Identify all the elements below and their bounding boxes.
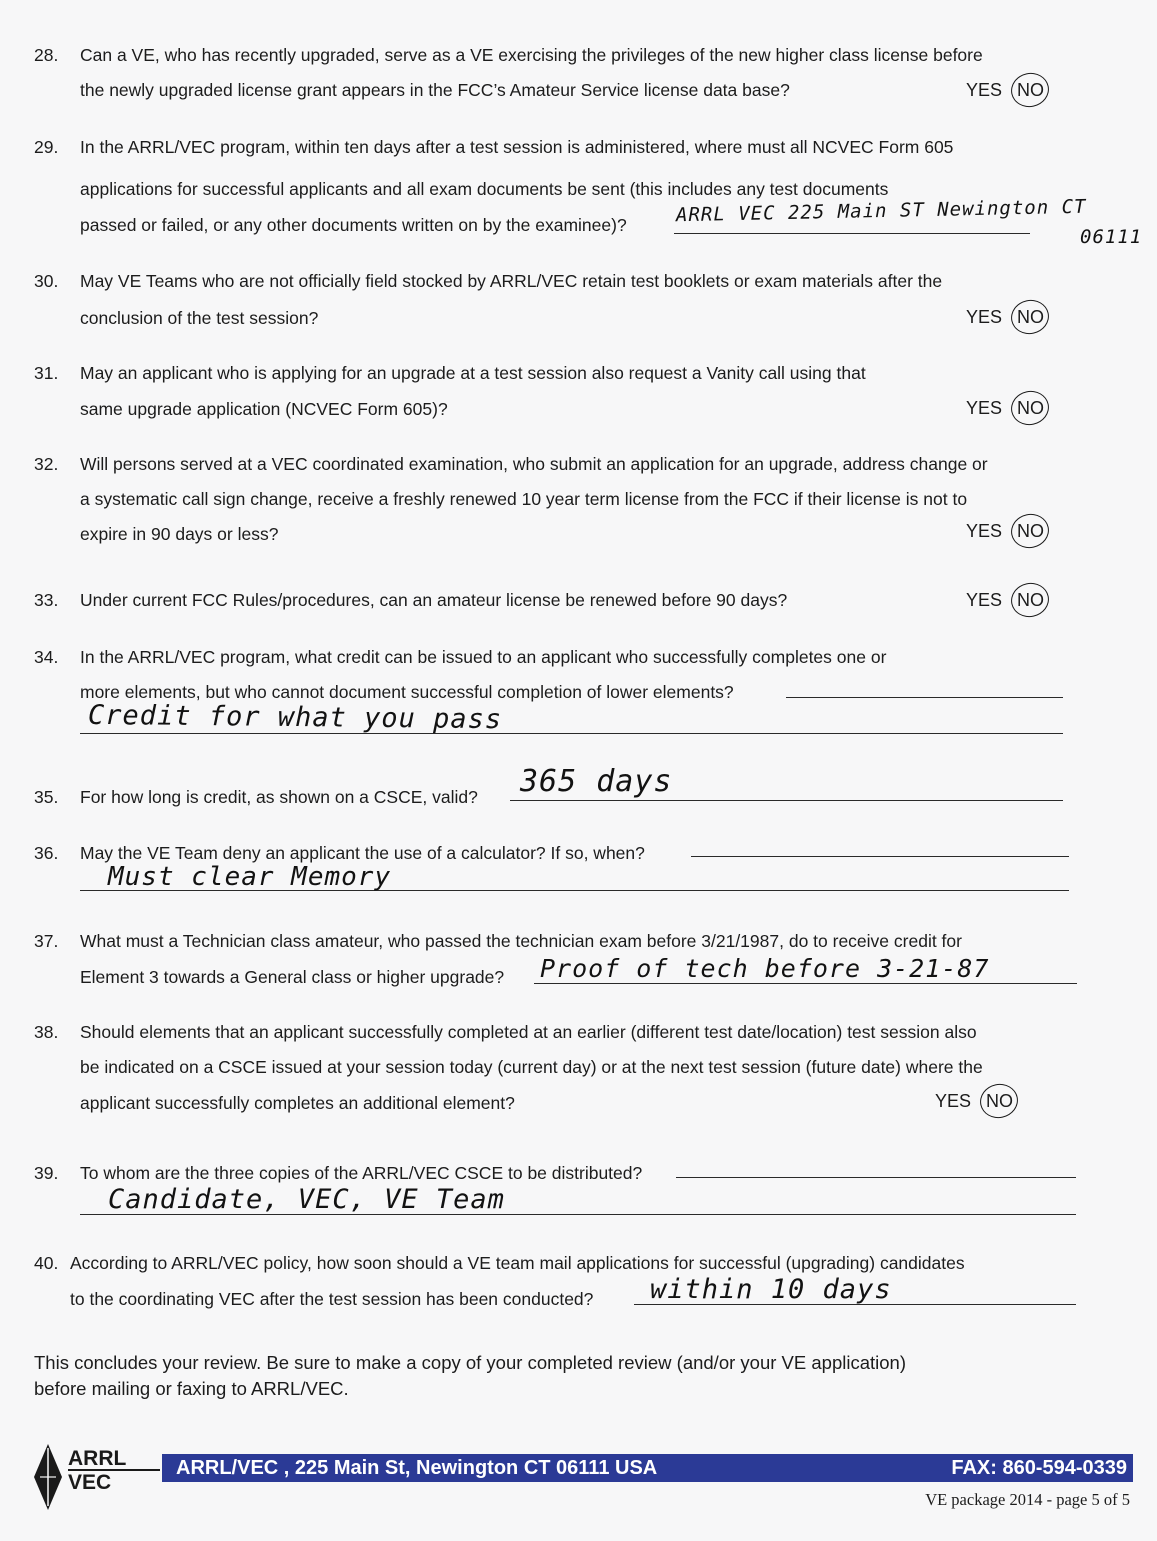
question-number: 36. — [34, 843, 59, 863]
handwritten-answer[interactable]: Proof of tech before 3-21-87 — [540, 954, 990, 983]
question-text: applications for successful applicants and all exam documents be sent (this includes any test documents — [80, 179, 889, 199]
handwritten-answer[interactable]: Must clear Memory — [108, 862, 392, 892]
no-option-circled[interactable]: NO — [1017, 520, 1044, 542]
handwritten-answer[interactable]: within 10 days — [650, 1274, 892, 1305]
answer-line — [80, 733, 1063, 734]
conclusion-line: This concludes your review. Be sure to make a copy of your completed review (and/or your VE application) — [34, 1352, 906, 1373]
answer-line — [691, 856, 1069, 857]
yes-option[interactable]: YES — [966, 521, 1003, 541]
question-number: 34. — [34, 647, 59, 667]
logo-text-arrl: ARRL — [68, 1447, 127, 1470]
question-text: a systematic call sign change, receive a freshly renewed 10 year term license from the FCC if their license is not to — [80, 489, 968, 509]
footer-address: ARRL/VEC , 225 Main St, Newington CT 06111 USA — [176, 1457, 658, 1479]
handwritten-answer[interactable]: Candidate, VEC, VE Team — [108, 1184, 505, 1215]
question-text: In the ARRL/VEC program, within ten days after a test session is administered, where must all NCVEC Form 605 — [80, 137, 954, 157]
question-text: to the coordinating VEC after the test session has been conducted? — [70, 1289, 594, 1309]
conclusion-text — [34, 1350, 1094, 1402]
no-option-circled[interactable]: NO — [1017, 79, 1044, 101]
question-number: 29. — [34, 137, 59, 157]
yes-no-answer — [966, 520, 1044, 542]
question-text: be indicated on a CSCE issued at your session today (current day) or at the next test session (future date) where the — [80, 1057, 983, 1077]
question-number: 33. — [34, 590, 59, 610]
arrl-vec-logo — [30, 1442, 160, 1512]
no-option-circled[interactable]: NO — [1017, 397, 1044, 419]
no-option-circled[interactable]: NO — [1017, 306, 1044, 328]
question-text: the newly upgraded license grant appears in the FCC’s Amateur Service license data base? — [80, 80, 790, 100]
yes-option[interactable]: YES — [966, 80, 1003, 100]
yes-option[interactable]: YES — [966, 398, 1003, 418]
handwritten-answer-zip[interactable]: 06111 — [1080, 226, 1143, 248]
question-text: For how long is credit, as shown on a CSCE, valid? — [80, 787, 478, 807]
yes-option[interactable]: YES — [966, 307, 1003, 327]
footer-fax: FAX: 860-594-0339 — [951, 1457, 1127, 1479]
no-option-circled[interactable]: NO — [986, 1090, 1013, 1112]
question-text: more elements, but who cannot document successful completion of lower elements? — [80, 682, 734, 702]
yes-no-answer — [935, 1090, 1013, 1112]
yes-option[interactable]: YES — [966, 590, 1003, 610]
answer-line — [676, 1177, 1076, 1178]
question-number: 30. — [34, 271, 59, 291]
handwritten-answer[interactable]: ARRL VEC 225 Main ST Newington CT — [675, 195, 1087, 227]
question-number: 38. — [34, 1022, 59, 1042]
handwritten-answer[interactable]: Credit for what you pass — [87, 699, 503, 736]
question-text: May an applicant who is applying for an upgrade at a test session also request a Vanity call using that — [80, 363, 866, 383]
question-text: same upgrade application (NCVEC Form 605)? — [80, 399, 448, 419]
footer-address-bar — [162, 1454, 1133, 1482]
question-text: expire in 90 days or less? — [80, 524, 279, 544]
question-number: 37. — [34, 931, 59, 951]
question-text: Under current FCC Rules/procedures, can an amateur license be renewed before 90 days? — [80, 590, 788, 610]
question-text: Element 3 towards a General class or higher upgrade? — [80, 967, 505, 987]
yes-no-answer — [966, 306, 1044, 328]
no-option-circled[interactable]: NO — [1017, 589, 1044, 611]
question-text: May the VE Team deny an applicant the use of a calculator? If so, when? — [80, 843, 645, 863]
question-text: conclusion of the test session? — [80, 308, 319, 328]
handwritten-answer[interactable]: 365 days — [520, 764, 673, 799]
answer-line — [510, 800, 1063, 801]
question-text: According to ARRL/VEC policy, how soon should a VE team mail applications for successful (upgrading) candidates — [70, 1253, 965, 1273]
page-number: VE package 2014 - page 5 of 5 — [925, 1490, 1130, 1509]
yes-no-answer — [966, 589, 1044, 611]
question-text: Should elements that an applicant successfully completed at an earlier (different test date/location) test session also — [80, 1022, 977, 1042]
answer-line — [786, 697, 1063, 698]
question-text: What must a Technician class amateur, who passed the technician exam before 3/21/1987, do to receive credit for — [80, 931, 962, 951]
question-text: Can a VE, who has recently upgraded, serve as a VE exercising the privileges of the new higher class license before — [80, 45, 983, 65]
yes-no-answer — [966, 397, 1044, 419]
yes-no-answer — [966, 79, 1044, 101]
question-number: 28. — [34, 45, 59, 65]
question-number: 31. — [34, 363, 59, 383]
question-text: Will persons served at a VEC coordinated examination, who submit an application for an upgrade, address change or — [80, 454, 988, 474]
question-number: 40. — [34, 1253, 59, 1273]
question-number: 39. — [34, 1163, 59, 1183]
question-text: To whom are the three copies of the ARRL/VEC CSCE to be distributed? — [80, 1163, 643, 1183]
conclusion-line: before mailing or faxing to ARRL/VEC. — [34, 1378, 349, 1399]
answer-line — [674, 233, 1030, 234]
question-text: In the ARRL/VEC program, what credit can be issued to an applicant who successfully completes one or — [80, 647, 887, 667]
question-number: 35. — [34, 787, 59, 807]
question-text: May VE Teams who are not officially field stocked by ARRL/VEC retain test booklets or exam materials after the — [80, 271, 943, 291]
diamond-logo-icon — [30, 1442, 66, 1512]
yes-option[interactable]: YES — [935, 1091, 972, 1111]
logo-text-vec: VEC — [68, 1471, 112, 1494]
question-number: 32. — [34, 454, 59, 474]
answer-line — [534, 983, 1077, 984]
question-text: passed or failed, or any other documents written on by the examinee)? — [80, 215, 627, 235]
question-text: applicant successfully completes an additional element? — [80, 1093, 515, 1113]
